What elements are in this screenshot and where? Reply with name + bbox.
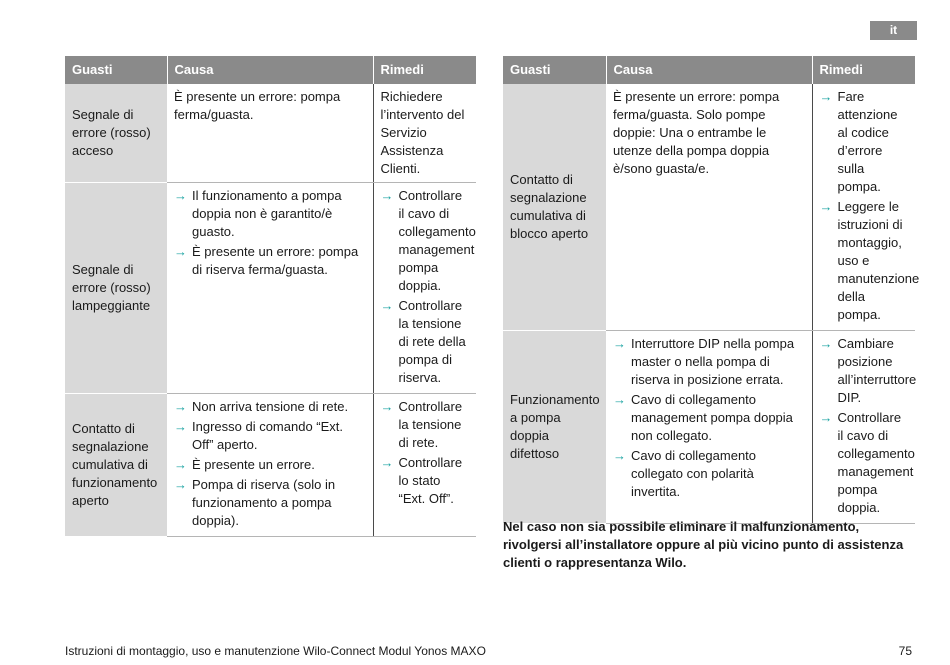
cause-text: È presente un errore: pompa ferma/guasta. (174, 89, 341, 122)
table-row (65, 183, 476, 394)
remedy-cell (373, 183, 476, 394)
cause-list-item: → Cavo di collegamento management pompa doppia non collegato. (613, 391, 806, 445)
cause-list-item: → È presente un errore: pompa di riserva ferma/guasta. (174, 243, 367, 279)
fault-cell: Contatto di segnalazione cumulativa di funzionamento aperto (65, 394, 167, 537)
remedy-text: Richiedere l’intervento del Servizio Assistenza Clienti. (380, 89, 465, 176)
remedy-cell (812, 84, 920, 331)
cause-cell (606, 331, 812, 524)
fault-cell: Segnale di errore (rosso) lampeggiante (65, 183, 167, 394)
page-number: 75 (898, 644, 912, 658)
remedy-list (820, 88, 920, 324)
cause-cell (606, 84, 812, 331)
header-fault: Guasti (65, 56, 167, 84)
remedy-list (381, 187, 476, 387)
remedy-list-item: → Fare attenzione al codice d’errore sulla pompa. (820, 88, 910, 196)
remedy-cell (373, 394, 476, 537)
fault-cell: Funzionamento a pompa doppia difettoso (503, 331, 606, 524)
cause-list-item: → È presente un errore. (174, 456, 367, 474)
cause-list-item: → Cavo di collegamento collegato con polarità invertita. (613, 447, 806, 501)
cause-list-item: → Il funzionamento a pompa doppia non è garantito/è guasto. (174, 187, 367, 241)
remedy-list-item: → Controllare il cavo di collegamento management pompa doppia. (820, 409, 910, 517)
header-fault: Guasti (503, 56, 606, 84)
cause-list-item: → Ingresso di comando “Ext. Off” aperto. (174, 418, 367, 454)
table-row (503, 331, 915, 524)
table-body (503, 84, 920, 524)
cause-list-item: → Pompa di riserva (solo in funzionamento a pompa doppia). (174, 476, 367, 530)
remedy-list-item: → Controllare lo stato “Ext. Off”. (381, 454, 471, 508)
remedy-list-item: → Leggere le istruzioni di montaggio, uso e manutenzione della pompa. (820, 198, 910, 324)
language-tab: it (870, 21, 917, 40)
fault-cell: Contatto di segnalazione cumulativa di blocco aperto (503, 84, 606, 331)
remedy-list-item: → Controllare la tensione di rete. (381, 398, 471, 452)
assistance-note: Nel caso non sia possibile eliminare il malfunzionamento, rivolgersi all’installatore oppure al più vicino punto di assistenza clienti o rappresentanza Wilo. (503, 519, 904, 570)
remedy-list-item: → Cambiare posizione all’interruttore DIP. (820, 335, 910, 407)
footer-title: Istruzioni di montaggio, uso e manutenzione Wilo-Connect Modul Yonos MAXO (65, 644, 486, 658)
cause-list-item: → Interruttore DIP nella pompa master o nella pompa di riserva in posizione errata. (613, 335, 806, 389)
table-header-row (65, 56, 476, 84)
header-cause: Causa (606, 56, 812, 84)
header-remedy: Rimedi (373, 56, 476, 84)
table-header-row (503, 56, 915, 84)
cause-text: È presente un errore: pompa ferma/guasta. Solo pompe doppie: Una o entrambe le utenze della pompa doppia è/sono guasta/e. (613, 89, 780, 176)
cause-cell (167, 84, 373, 183)
remedy-list (381, 398, 471, 508)
cause-cell (167, 394, 373, 537)
table-row (65, 84, 476, 183)
remedy-list (820, 335, 917, 517)
cause-cell (167, 183, 373, 394)
remedy-list-item: → Controllare il cavo di collegamento management pompa doppia. (381, 187, 471, 295)
table-row (65, 394, 476, 537)
troubleshooting-table-right (503, 56, 920, 524)
table-row (503, 84, 915, 331)
fault-cell: Segnale di errore (rosso) acceso (65, 84, 167, 183)
cause-list (174, 187, 367, 279)
troubleshooting-table-left (65, 56, 476, 537)
cause-list (174, 398, 367, 530)
header-cause: Causa (167, 56, 373, 84)
table-body (65, 84, 476, 537)
remedy-cell (373, 84, 476, 183)
remedy-list-item: → Controllare la tensione di rete della pompa di riserva. (381, 297, 471, 387)
cause-list (613, 335, 806, 501)
remedy-cell (812, 331, 915, 524)
header-remedy: Rimedi (812, 56, 915, 84)
cause-list-item: → Non arriva tensione di rete. (174, 398, 367, 416)
